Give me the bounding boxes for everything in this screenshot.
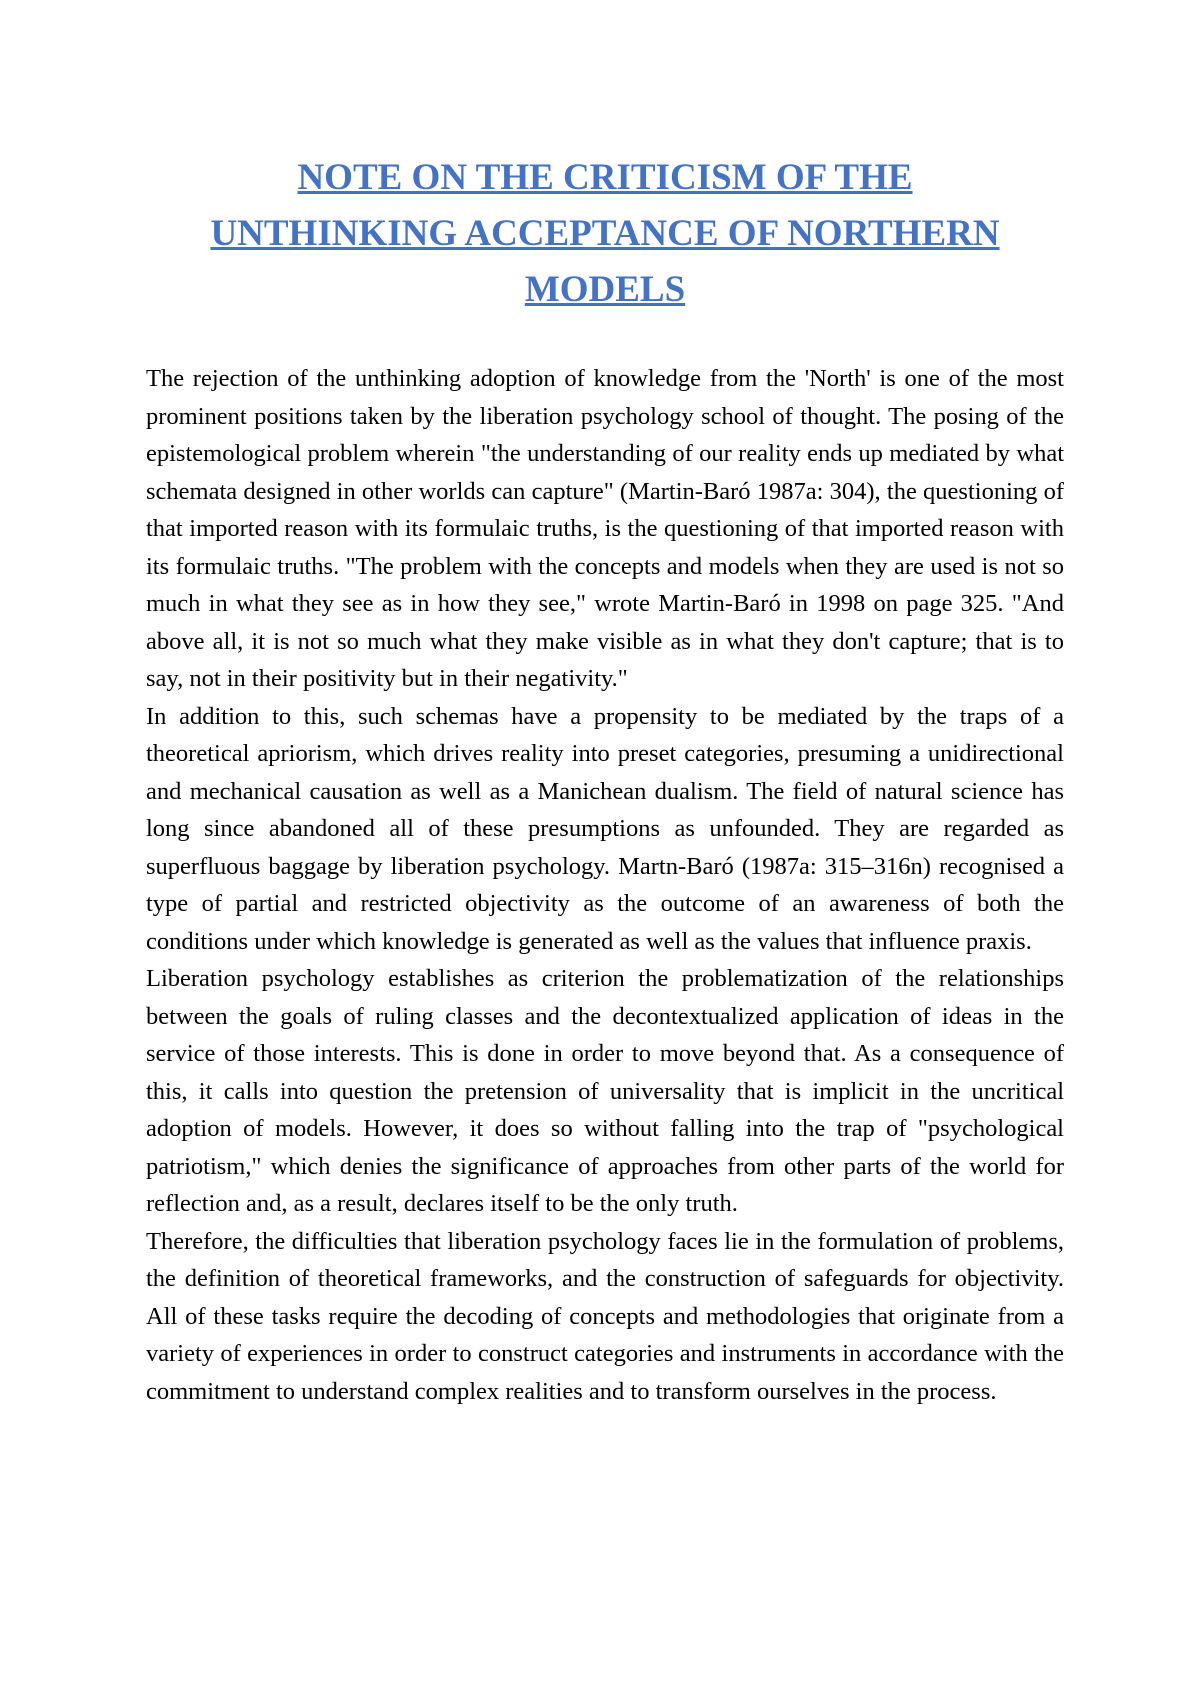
title-line-2: UNTHINKING ACCEPTANCE OF NORTHERN	[210, 213, 1000, 254]
paragraph-2: In addition to this, such schemas have a propensity to be mediated by the traps of a theoretical apriorism, which drives reality into preset categories, presuming a unidirectional and mechanical causation as well as a Manichean dualism. The field of natural science has long since abandoned all of these presumptions as unfounded. They are regarded as superfluous baggage by liberation psychology. Martn-Baró (1987a: 315–316n) recognised a type of partial and restricted objectivity as the outcome of an awareness of both the conditions under which knowledge is generated as well as the values that influence praxis.	[146, 702, 1064, 955]
paragraph-4: Therefore, the difficulties that liberation psychology faces lie in the formulation of problems, the definition of theoretical frameworks, and the construction of safeguards for objectivity. All of these tasks require the decoding of concepts and methodologies that originate from a variety of experiences in order to construct categories and instruments in accordance with the commitment to understand complex realities and to transform ourselves in the process.	[146, 1227, 1064, 1405]
document-title	[146, 150, 1064, 318]
paragraph-1: The rejection of the unthinking adoption of knowledge from the 'North' is one of the most prominent positions taken by the liberation psychology school of thought. The posing of the epistemological problem wherein "the understanding of our reality ends up mediated by what schemata designed in other worlds can capture" (Martin-Baró 1987a: 304), the questioning of that imported reason with its formulaic truths, is the questioning of that imported reason with its formulaic truths. "The problem with the concepts and models when they are used is not so much in what they see as in how they see," wrote Martin-Baró in 1998 on page 325. "And above all, it is not so much what they make visible as in what they don't capture; that is to say, not in their positivity but in their negativity."	[146, 365, 1064, 692]
title-line-1: NOTE ON THE CRITICISM OF THE	[297, 157, 913, 198]
paragraph-3: Liberation psychology establishes as criterion the problematization of the relationships between the goals of ruling classes and the decontextualized application of ideas in the service of those interests. This is done in order to move beyond that. As a consequence of this, it calls into question the pretension of universality that is implicit in the uncritical adoption of models. However, it does so without falling into the trap of "psychological patriotism," which denies the significance of approaches from other parts of the world for reflection and, as a result, declares itself to be the only truth.	[146, 965, 1064, 1217]
document-body	[146, 360, 1064, 1410]
title-line-3: MODELS	[524, 269, 686, 310]
